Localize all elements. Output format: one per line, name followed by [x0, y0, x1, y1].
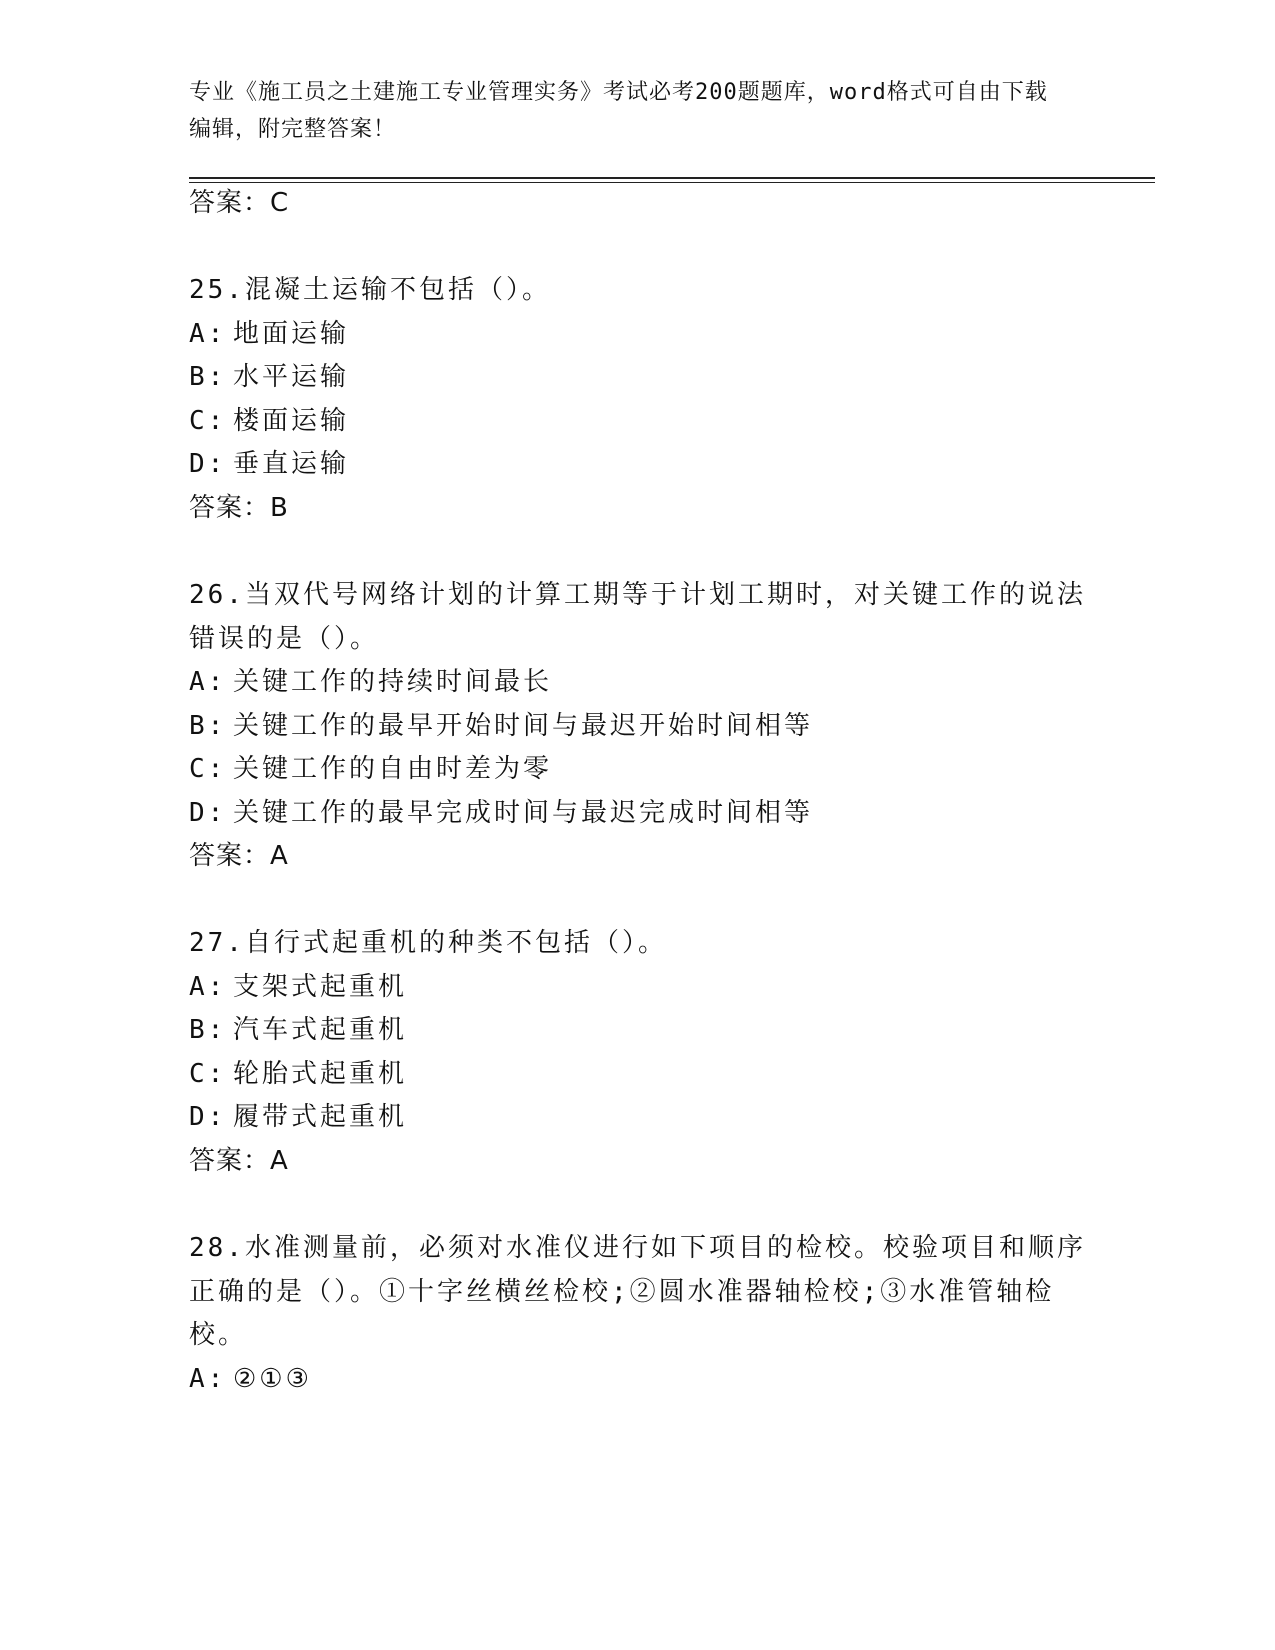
- option-letter: D:: [189, 449, 227, 479]
- option-letter: D:: [189, 1102, 227, 1132]
- q28-option-a: [189, 1362, 312, 1396]
- q26-option-b: [189, 709, 813, 743]
- option-text: 楼面运输: [233, 406, 350, 436]
- option-letter: D:: [189, 798, 227, 828]
- q25-option-d: [189, 447, 349, 481]
- q26-option-d: [189, 796, 813, 830]
- q25-option-a: [189, 317, 349, 351]
- answer-25: 答案：B: [189, 493, 289, 523]
- option-text: 关键工作的持续时间最长: [233, 667, 553, 697]
- option-text: 垂直运输: [233, 449, 350, 479]
- q27-option-a: [189, 970, 407, 1004]
- question-28-stem-line3: 校。: [189, 1320, 248, 1350]
- option-text: 地面运输: [233, 319, 350, 349]
- header-divider: [189, 177, 1155, 179]
- answer-24: 答案：C: [189, 188, 290, 218]
- option-text: 支架式起重机: [233, 972, 408, 1002]
- option-text: 关键工作的最早完成时间与最迟完成时间相等: [233, 798, 814, 828]
- q27-option-d: [189, 1100, 407, 1134]
- option-letter: B:: [189, 711, 227, 741]
- option-text: 水平运输: [233, 362, 350, 392]
- q25-option-b: [189, 360, 349, 394]
- option-letter: C:: [189, 754, 227, 784]
- option-letter: B:: [189, 362, 227, 392]
- option-letter: C:: [189, 406, 227, 436]
- option-letter: B:: [189, 1015, 227, 1045]
- question-26-stem-line2: 错误的是（）。: [189, 624, 380, 654]
- option-text: 轮胎式起重机: [233, 1059, 408, 1089]
- q26-option-a: [189, 665, 552, 699]
- q26-option-c: [189, 752, 552, 786]
- q27-option-c: [189, 1057, 407, 1091]
- question-28-stem-line2: 正确的是（）。①十字丝横丝检校;②圆水准器轴检校;③水准管轴检: [189, 1277, 1055, 1307]
- question-26-stem-line1: 26.当双代号网络计划的计算工期等于计划工期时，对关键工作的说法: [189, 580, 1086, 610]
- answer-27: 答案：A: [189, 1146, 289, 1176]
- answer-26: 答案：A: [189, 841, 289, 871]
- question-28-stem-line1: 28.水准测量前，必须对水准仪进行如下项目的检校。校验项目和顺序: [189, 1233, 1086, 1263]
- option-letter: C:: [189, 1059, 227, 1089]
- option-letter: A:: [189, 972, 227, 1002]
- option-letter: A:: [189, 667, 227, 697]
- question-25-stem: 25.混凝土运输不包括（）。: [189, 275, 551, 305]
- option-letter: A:: [189, 319, 227, 349]
- question-27-stem: 27.自行式起重机的种类不包括（）。: [189, 928, 667, 958]
- q27-option-b: [189, 1013, 407, 1047]
- option-text: 关键工作的最早开始时间与最迟开始时间相等: [233, 711, 814, 741]
- option-text: 关键工作的自由时差为零: [233, 754, 553, 784]
- header-divider-thin: [189, 182, 1155, 183]
- option-text: 汽车式起重机: [233, 1015, 408, 1045]
- option-text: 履带式起重机: [233, 1102, 408, 1132]
- q25-option-c: [189, 404, 349, 438]
- option-letter: A:: [189, 1364, 227, 1394]
- option-text: ②①③: [233, 1364, 312, 1394]
- document-header: 专业《施工员之土建施工专业管理实务》考试必考200题题库，word格式可自由下载编辑，附完整答案！: [189, 80, 1048, 142]
